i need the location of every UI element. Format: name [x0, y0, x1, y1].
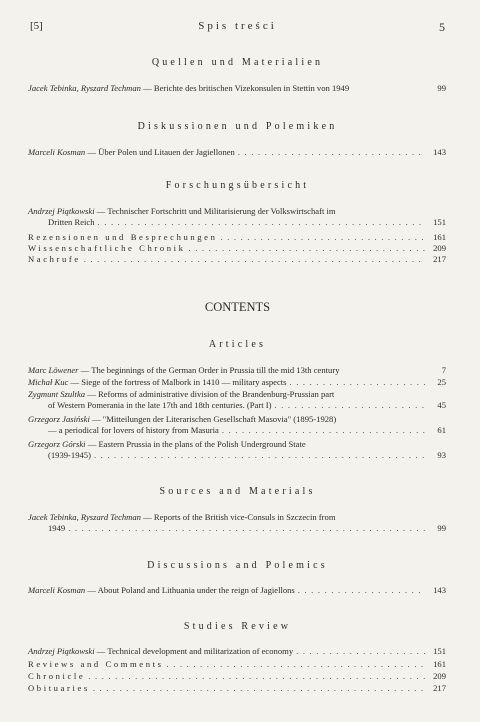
entry-page: 217	[433, 683, 446, 693]
page-number: 5	[439, 20, 445, 34]
entry-title-continued: 1949	[48, 522, 66, 533]
entry-title: Technischer Fortschritt und Militarisierung der Volkswirtschaft im	[107, 206, 336, 216]
entry-page: 143	[433, 585, 446, 595]
entry-title: Reforms of administrative division of the Brandenburg-Prussian part	[97, 389, 335, 399]
entry-title: Nachrufe	[28, 254, 81, 264]
toc-entry	[28, 232, 446, 243]
toc-entry: Grzegorz Jasiński — "Mitteilungen der Literarischen Gesellschaft Masovia" (1895-1928) — a periodical for lovers of history from Masuria . . . 61	[28, 414, 446, 435]
section-heading: Sources and Materials	[159, 486, 316, 497]
leader-dots	[88, 671, 425, 682]
entry-page: 161	[433, 659, 446, 669]
entry-page: 61	[437, 424, 446, 435]
entry-author: Andrzej Piątkowski	[28, 646, 95, 656]
entry-page: 151	[433, 216, 446, 227]
entry-page: 161	[433, 232, 446, 242]
section-heading: Quellen und Materialien	[151, 57, 324, 68]
toc-entry	[28, 254, 446, 265]
entry-title-continued: Dritten Reich	[48, 216, 95, 227]
entry-title: Eastern Prussia in the plans of the Polish Underground State	[98, 439, 306, 449]
entry-title-continued: (1939-1945)	[48, 449, 91, 460]
page-bracket-number: [5]	[30, 20, 43, 32]
entry-page: 143	[433, 147, 446, 157]
entry-page: 7	[441, 365, 446, 375]
toc-entry: Marceli Kosman — Über Polen und Litauen der Jagiellonen . . . 143	[28, 147, 446, 158]
entry-page: 25	[437, 377, 446, 387]
entry-page: 93	[437, 449, 446, 460]
entry-author: Marc Löwener	[28, 365, 79, 375]
entry-author: Andrzej Piątkowski	[28, 206, 95, 216]
leader-dots	[274, 400, 425, 411]
entry-page: 99	[437, 522, 446, 533]
toc-entry: Marceli Kosman — About Poland and Lithuania under the reign of Jagiellons . . . 143	[28, 585, 446, 596]
entry-author: Jacek Tebinka, Ryszard Techman	[28, 512, 141, 522]
entry-title: Über Polen und Litauen der Jagiellonen	[98, 147, 235, 157]
leader-dots	[238, 147, 425, 158]
toc-entry	[28, 243, 446, 254]
contents-title: CONTENTS	[204, 300, 271, 314]
toc-entry: Andrzej Piątkowski — Technical development and militarization of economy . . . 151	[28, 646, 446, 657]
entry-title: Wissenschaftliche Chronik	[28, 243, 186, 253]
section-heading: Studies Review	[183, 621, 292, 632]
leader-dots	[167, 659, 425, 670]
entry-page: 45	[437, 399, 446, 410]
leader-dots	[220, 232, 425, 243]
entry-page: 99	[437, 83, 446, 93]
toc-entry: Michał Kuc — Siege of the fortress of Malbork in 1410 — military aspects . . . 25	[28, 377, 446, 388]
leader-dots	[93, 683, 425, 694]
entry-title: Chronicle	[28, 671, 86, 681]
entry-author: Michał Kuc	[28, 377, 69, 387]
leader-dots	[298, 585, 425, 596]
entry-author: Zygmunt Szultka	[28, 389, 86, 399]
entry-page: 151	[433, 646, 446, 656]
entry-page: 217	[433, 254, 446, 264]
section-heading: Articles	[208, 339, 267, 350]
entry-title-continued: — a periodical for lovers of history from Masuria	[48, 424, 219, 435]
toc-entry	[28, 671, 446, 682]
entry-author: Marceli Kosman	[28, 147, 86, 157]
entry-page: 209	[433, 243, 446, 253]
entry-title: Obituaries	[28, 683, 90, 693]
entry-title: "Mitteilungen der Literarischen Gesellschaft Masovia" (1895-1928)	[102, 414, 337, 424]
entry-author: Jacek Tebinka, Ryszard Techman	[28, 83, 141, 93]
entry-title: Berichte des britischen Vizekonsulen in Stettin von 1949	[153, 83, 350, 93]
leader-dots	[98, 217, 425, 228]
section-heading: Discussions and Polemics	[147, 560, 328, 571]
entry-title: About Poland and Lithuania under the reign of Jagiellons	[97, 585, 295, 595]
section-heading: Forschungsübersicht	[165, 180, 310, 191]
section-heading: Diskussionen und Polemiken	[137, 121, 338, 132]
entry-page: 209	[433, 671, 446, 681]
entry-author: Grzegorz Górski	[28, 439, 86, 449]
toc-entry: Zygmunt Szultka — Reforms of administrative division of the Brandenburg-Prussian part of Western Pomerania in the late 17th and 18th centuries. (Part I) . . . 45	[28, 389, 446, 410]
toc-entry: Andrzej Piątkowski — Technischer Fortschritt und Militarisierung der Volkswirtschaft im Dritten Reich . . . 151	[28, 206, 446, 227]
running-title: Spis treści	[198, 20, 277, 32]
entry-title: Siege of the fortress of Malbork in 1410 — military aspects	[81, 377, 287, 387]
entry-title: Reviews and Comments	[28, 659, 164, 669]
leader-dots	[290, 377, 426, 388]
leader-dots	[84, 254, 425, 265]
leader-dots	[68, 523, 425, 534]
leader-dots	[94, 450, 425, 461]
toc-entry: Marc Löwener — The beginnings of the German Order in Prussia till the mid 13th century 7	[28, 365, 446, 375]
page-header	[30, 20, 445, 36]
entry-author: Marceli Kosman	[28, 585, 86, 595]
leader-dots	[222, 425, 425, 436]
entry-title: Technical development and militarization of economy	[107, 646, 294, 656]
toc-entry: Jacek Tebinka, Ryszard Techman — Reports of the British vice-Consuls in Szczecin from 1949 . . . 99	[28, 512, 446, 533]
entry-title: The beginnings of the German Order in Prussia till the mid 13th century	[91, 365, 340, 375]
entry-title: Rezensionen und Besprechungen	[28, 232, 218, 242]
toc-entry: Grzegorz Górski — Eastern Prussia in the plans of the Polish Underground State (1939-1945) . . . 93	[28, 439, 446, 460]
toc-entry	[28, 659, 446, 670]
entry-author: Grzegorz Jasiński	[28, 414, 90, 424]
leader-dots	[296, 646, 425, 657]
toc-entry: Jacek Tebinka, Ryszard Techman — Berichte des britischen Vizekonsulen in Stettin von 1949 99	[28, 83, 446, 93]
entry-title-continued: of Western Pomerania in the late 17th and 18th centuries. (Part I)	[48, 399, 272, 410]
leader-dots	[189, 243, 426, 254]
entry-title: Reports of the British vice-Consuls in Szczecin from	[153, 512, 336, 522]
toc-entry	[28, 683, 446, 694]
